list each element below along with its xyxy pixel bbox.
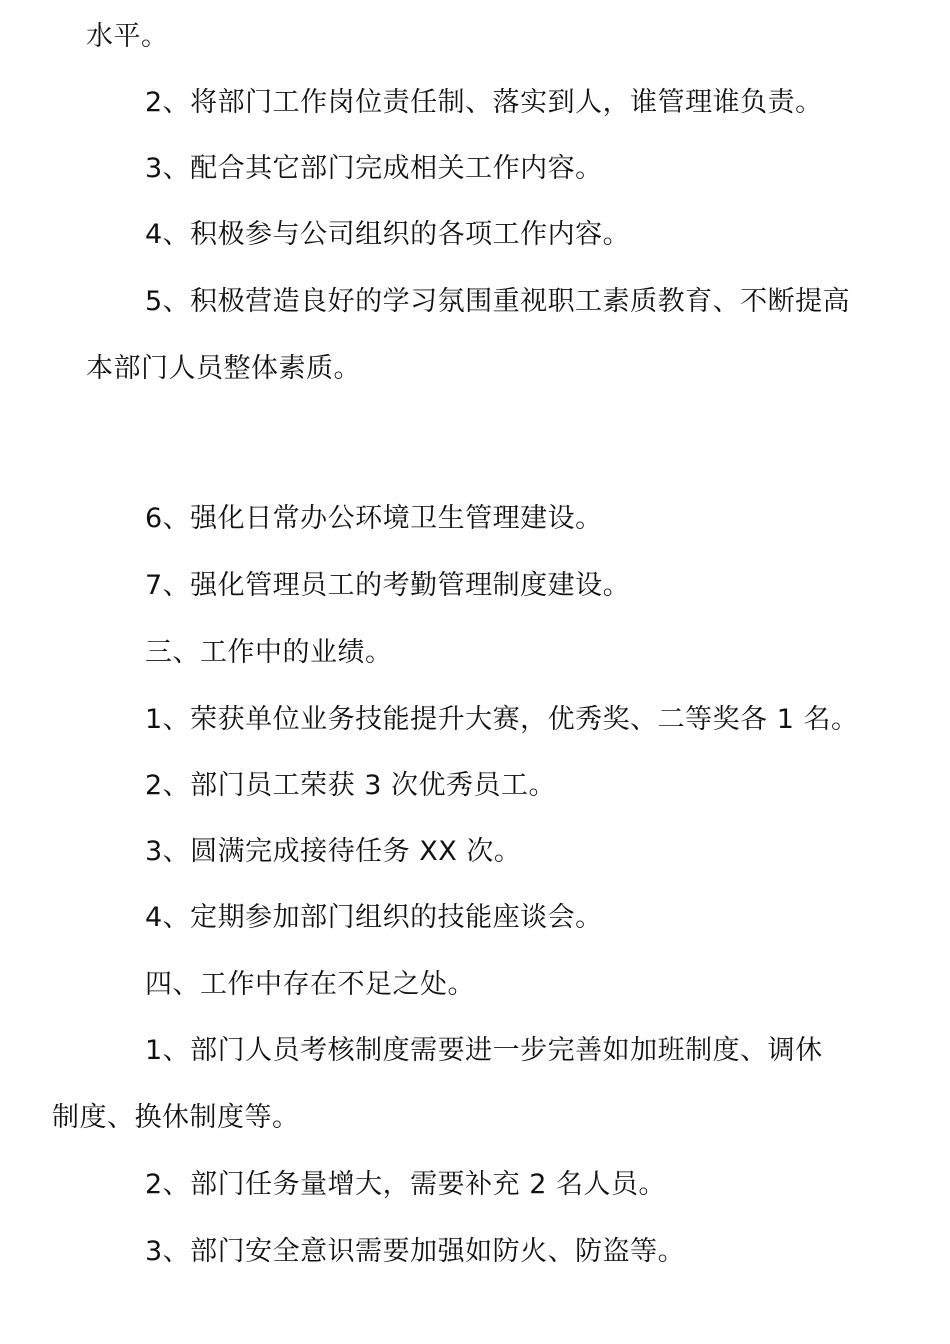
text-line: 3、配合其它部门完成相关工作内容。 xyxy=(145,153,603,184)
text-line: 4、定期参加部门组织的技能座谈会。 xyxy=(145,902,603,933)
section-heading: 四、工作中存在不足之处。 xyxy=(145,969,475,1000)
text-line: 3、圆满完成接待任务 XX 次。 xyxy=(145,836,522,867)
text-line: 5、积极营造良好的学习氛围重视职工素质教育、不断提高 xyxy=(145,286,851,317)
text-line: 2、部门任务量增大，需要补充 2 名人员。 xyxy=(145,1169,667,1200)
text-line: 制度、换休制度等。 xyxy=(52,1102,300,1133)
text-line: 2、将部门工作岗位责任制、落实到人，谁管理谁负责。 xyxy=(145,87,823,118)
text-line: 本部门人员整体素质。 xyxy=(86,353,361,384)
text-line: 1、荣获单位业务技能提升大赛，优秀奖、二等奖各 1 名。 xyxy=(145,704,859,735)
section-heading: 三、工作中的业绩。 xyxy=(145,637,393,668)
text-line: 1、部门人员考核制度需要进一步完善如加班制度、调休 xyxy=(145,1035,823,1066)
text-line: 3、部门安全意识需要加强如防火、防盗等。 xyxy=(145,1236,686,1267)
text-line: 7、强化管理员工的考勤管理制度建设。 xyxy=(145,570,631,601)
text-line: 6、强化日常办公环境卫生管理建设。 xyxy=(145,503,603,534)
text-line: 2、部门员工荣获 3 次优秀员工。 xyxy=(145,770,557,801)
text-line: 4、积极参与公司组织的各项工作内容。 xyxy=(145,219,631,250)
text-line: 水平。 xyxy=(86,21,169,52)
